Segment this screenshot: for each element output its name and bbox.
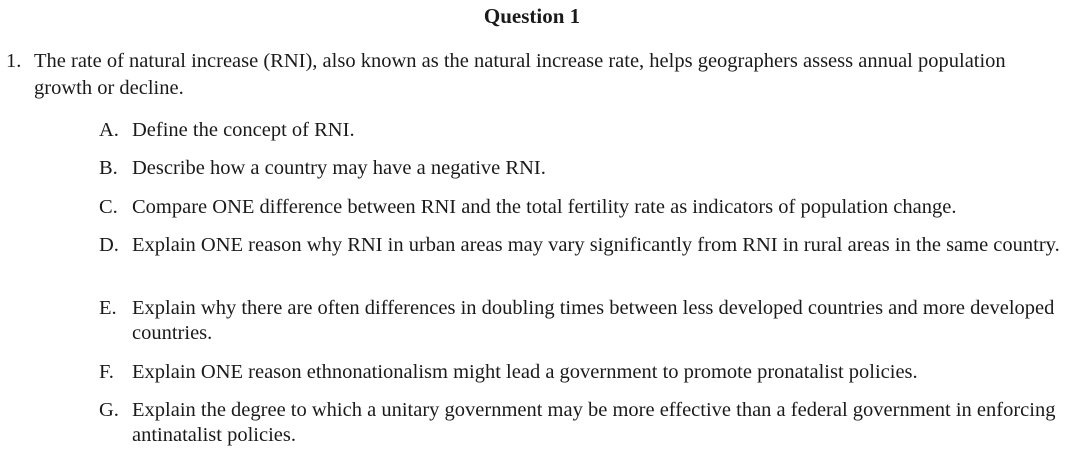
part-text: Explain ONE reason why RNI in urban areas may vary significantly from RNI in rural areas in the same country. [132, 234, 1060, 256]
part-a [99, 118, 1074, 143]
part-letter: C. [99, 196, 118, 218]
part-text: Explain ONE reason ethnonationalism might lead a government to promote pronatalist policies. [132, 361, 918, 383]
part-text: Define the concept of RNI. [132, 119, 355, 141]
part-text: Compare ONE difference between RNI and the total fertility rate as indicators of population change. [132, 196, 957, 218]
question-number: 1. [6, 50, 22, 72]
part-e [99, 296, 1074, 346]
part-f [99, 360, 1074, 385]
question-title: Question 1 [483, 4, 581, 28]
part-text: Explain why there are often differences in doubling times between less developed countries and more developed countries. [132, 297, 1055, 344]
part-letter: G. [99, 399, 119, 421]
question-stem-text: The rate of natural increase (RNI), also known as the natural increase rate, helps geographers assess annual population growth or decline. [34, 50, 1006, 99]
part-text: Describe how a country may have a negative RNI. [132, 157, 546, 179]
part-letter: E. [99, 297, 117, 319]
part-text: Explain the degree to which a unitary government may be more effective than a federal government in enforcing antinatalist policies. [132, 399, 1056, 446]
part-g [99, 398, 1074, 448]
part-b [99, 156, 1074, 181]
part-letter: B. [99, 157, 118, 179]
part-letter: D. [99, 234, 119, 256]
part-letter: F. [99, 361, 114, 383]
part-c [99, 195, 1074, 220]
part-letter: A. [99, 119, 119, 141]
question-stem [6, 48, 1066, 102]
part-d [99, 233, 1074, 258]
